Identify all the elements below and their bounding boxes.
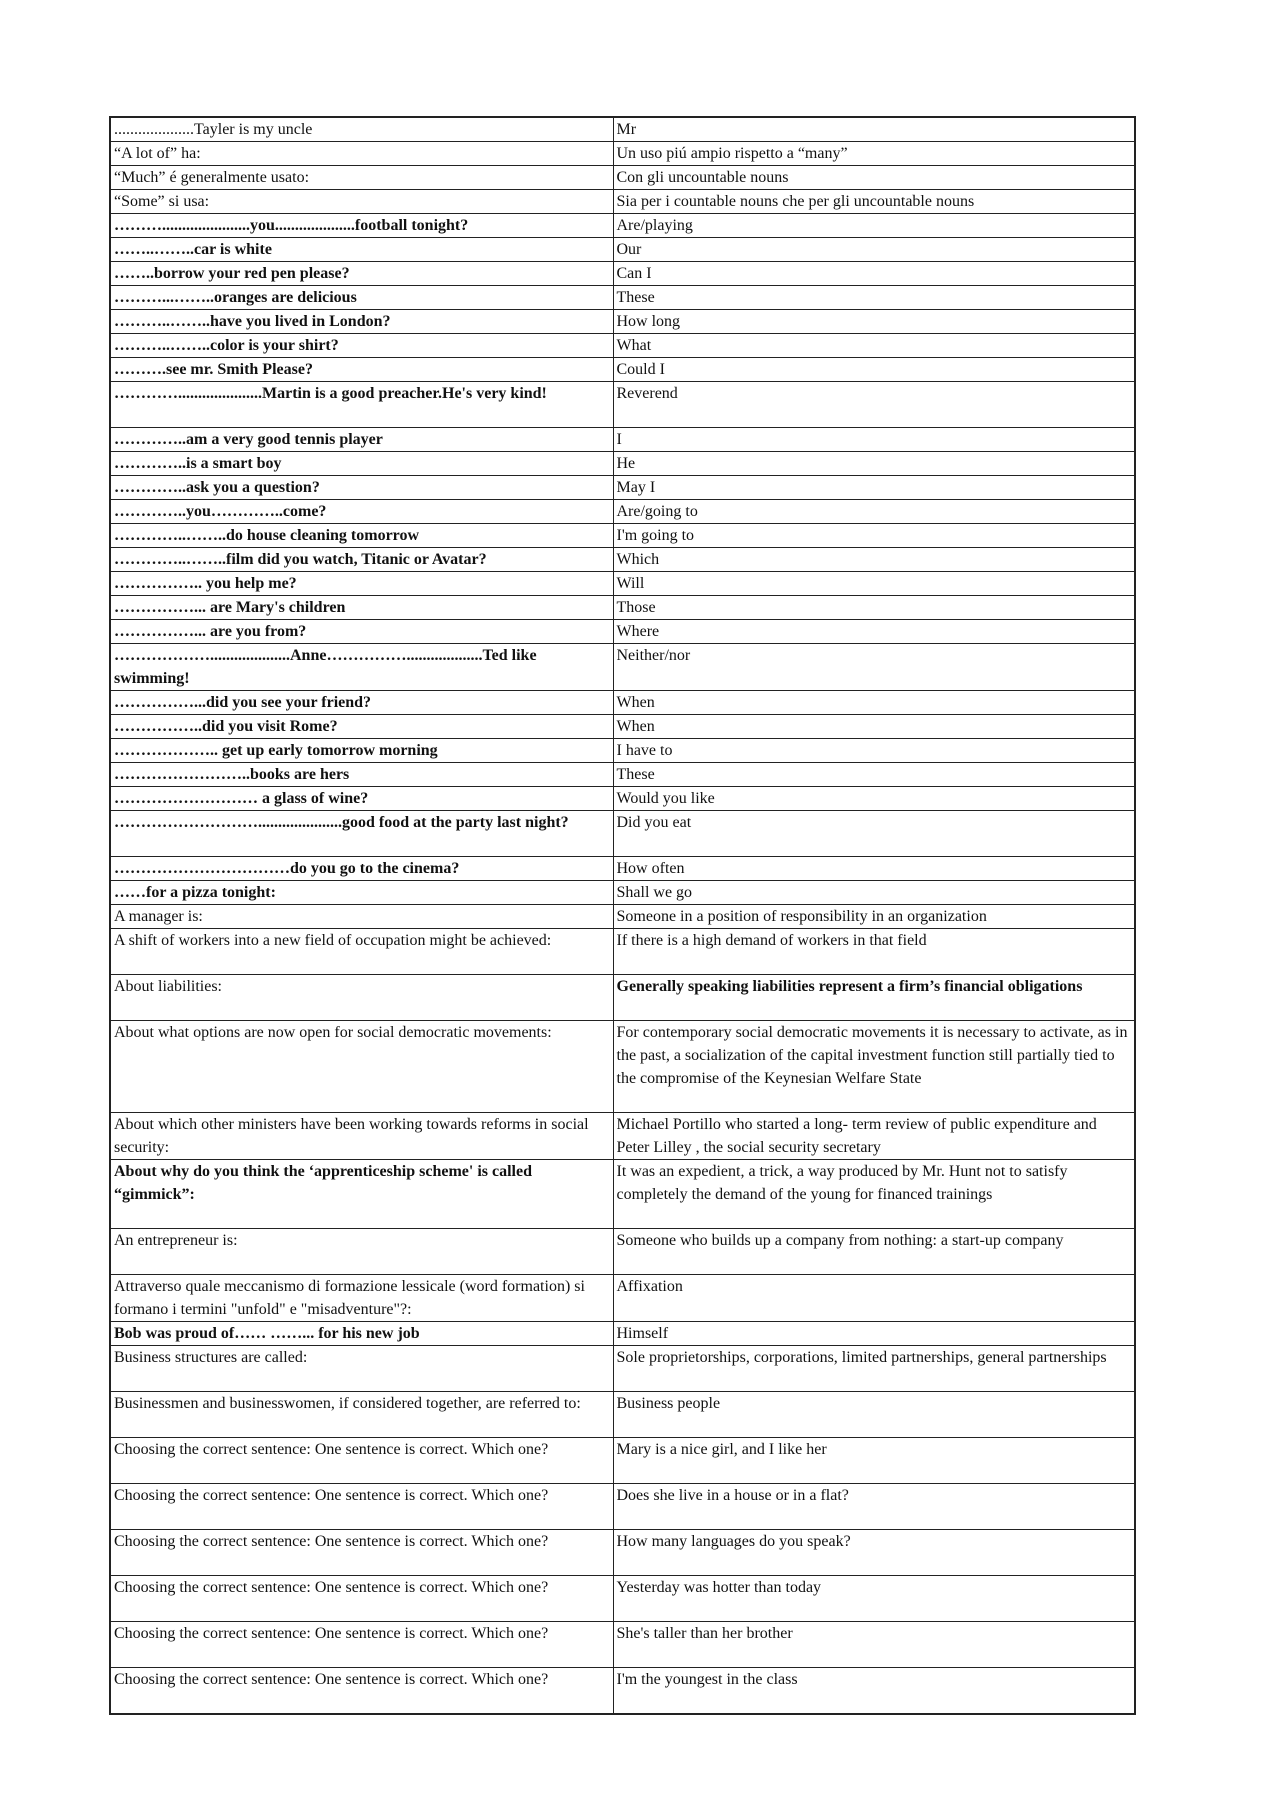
answer-cell: Reverend [613,382,1135,428]
answer-cell: She's taller than her brother [613,1622,1135,1668]
question-cell: ………...……..oranges are delicious [110,286,613,310]
answer-cell: I have to [613,739,1135,763]
table-row [110,428,1135,452]
answer-cell: When [613,691,1135,715]
answer-cell: Mary is a nice girl, and I like her [613,1438,1135,1484]
answer-cell: I'm the youngest in the class [613,1668,1135,1714]
answer-cell: When [613,715,1135,739]
answer-cell: It was an expedient, a trick, a way produced by Mr. Hunt not to satisfy completely the demand of the young for financed trainings [613,1160,1135,1229]
question-cell: “Some” si usa: [110,190,613,214]
answer-cell: Our [613,238,1135,262]
answer-cell: Shall we go [613,881,1135,905]
table-row [110,1275,1135,1322]
answer-cell: Did you eat [613,811,1135,857]
question-cell: “Much” é generalmente usato: [110,166,613,190]
answer-cell: Michael Portillo who started a long- term review of public expenditure and Peter Lilley , the social security secretary [613,1113,1135,1160]
question-cell: ……………………….....................good food at the party last night? [110,811,613,857]
question-cell: ………………....................Anne……………...................Ted like swimming! [110,644,613,691]
table-row [110,596,1135,620]
answer-cell: If there is a high demand of workers in that field [613,929,1135,975]
question-cell: A shift of workers into a new field of occupation might be achieved: [110,929,613,975]
question-cell: ……………... are you from? [110,620,613,644]
answer-cell: How long [613,310,1135,334]
answer-cell: Are/playing [613,214,1135,238]
answer-cell: Which [613,548,1135,572]
question-cell: “A lot of” ha: [110,142,613,166]
answer-cell: How many languages do you speak? [613,1530,1135,1576]
answer-cell: Will [613,572,1135,596]
answer-cell: Sia per i countable nouns che per gli uncountable nouns [613,190,1135,214]
question-cell: ……………...did you see your friend? [110,691,613,715]
question-cell: ……………………………do you go to the cinema? [110,857,613,881]
table-row [110,1160,1135,1229]
answer-cell: I'm going to [613,524,1135,548]
question-cell: …………..……..film did you watch, Titanic or Avatar? [110,548,613,572]
answer-cell: Affixation [613,1275,1135,1322]
question-cell: Businessmen and businesswomen, if considered together, are referred to: [110,1392,613,1438]
table-row [110,286,1135,310]
table-row [110,1346,1135,1392]
answer-cell: For contemporary social democratic movements it is necessary to activate, as in the past, a socialization of the capital investment function still partially tied to the compromise of the Keynesian Welfare State [613,1021,1135,1113]
table-row [110,358,1135,382]
answer-cell: Does she live in a house or in a flat? [613,1484,1135,1530]
qa-table [109,116,1136,1715]
table-row [110,452,1135,476]
answer-cell: Con gli uncountable nouns [613,166,1135,190]
table-row [110,262,1135,286]
question-cell: A manager is: [110,905,613,929]
question-cell: ……………………… a glass of wine? [110,787,613,811]
question-cell: ……..borrow your red pen please? [110,262,613,286]
table-row [110,238,1135,262]
answer-cell: These [613,286,1135,310]
question-cell: Choosing the correct sentence: One sentence is correct. Which one? [110,1576,613,1622]
answer-cell: Someone in a position of responsibility in an organization [613,905,1135,929]
table-row [110,787,1135,811]
question-cell: An entrepreneur is: [110,1229,613,1275]
question-cell: Choosing the correct sentence: One sentence is correct. Which one? [110,1622,613,1668]
table-row [110,1438,1135,1484]
answer-cell: How often [613,857,1135,881]
question-cell: ………......................you....................football tonight? [110,214,613,238]
document-page [109,116,1134,1715]
answer-cell: These [613,763,1135,787]
question-cell: ………..……..have you lived in London? [110,310,613,334]
table-row [110,1530,1135,1576]
question-cell: ………..……..color is your shirt? [110,334,613,358]
table-row [110,1322,1135,1346]
question-cell: ……………..did you visit Rome? [110,715,613,739]
table-row [110,739,1135,763]
answer-cell: Himself [613,1322,1135,1346]
table-row [110,1021,1135,1113]
question-cell: …………..you…………..come? [110,500,613,524]
table-row [110,905,1135,929]
table-row [110,811,1135,857]
question-cell: ……for a pizza tonight: [110,881,613,905]
answer-cell: Yesterday was hotter than today [613,1576,1135,1622]
answer-cell: Can I [613,262,1135,286]
table-row [110,881,1135,905]
question-cell: ………….....................Martin is a good preacher.He's very kind! [110,382,613,428]
question-cell: …………..am a very good tennis player [110,428,613,452]
answer-cell: Neither/nor [613,644,1135,691]
table-row [110,190,1135,214]
question-cell: Attraverso quale meccanismo di formazione lessicale (word formation) si formano i termini "unfold" e "misadventure"?: [110,1275,613,1322]
answer-cell: Could I [613,358,1135,382]
answer-cell: May I [613,476,1135,500]
question-cell: About what options are now open for social democratic movements: [110,1021,613,1113]
answer-cell: Mr [613,117,1135,142]
question-cell: …………..is a smart boy [110,452,613,476]
question-cell: ……..……..car is white [110,238,613,262]
table-row [110,1392,1135,1438]
question-cell: Choosing the correct sentence: One sentence is correct. Which one? [110,1484,613,1530]
answer-cell: He [613,452,1135,476]
table-row [110,524,1135,548]
answer-cell: Those [613,596,1135,620]
question-cell: …………..ask you a question? [110,476,613,500]
question-cell: Bob was proud of…… ……... for his new job [110,1322,613,1346]
answer-cell: I [613,428,1135,452]
table-row [110,1576,1135,1622]
table-row [110,1484,1135,1530]
answer-cell: Are/going to [613,500,1135,524]
question-cell: Choosing the correct sentence: One sentence is correct. Which one? [110,1530,613,1576]
answer-cell: Where [613,620,1135,644]
question-cell: …………….. you help me? [110,572,613,596]
table-row [110,572,1135,596]
table-row [110,644,1135,691]
question-cell: ……………………..books are hers [110,763,613,787]
table-row [110,620,1135,644]
table-row [110,214,1135,238]
question-cell: …………..……..do house cleaning tomorrow [110,524,613,548]
question-cell: ……….see mr. Smith Please? [110,358,613,382]
table-row [110,548,1135,572]
answer-cell: What [613,334,1135,358]
table-row [110,476,1135,500]
table-row [110,1113,1135,1160]
table-row [110,166,1135,190]
table-row [110,929,1135,975]
table-row [110,715,1135,739]
table-row [110,334,1135,358]
qa-table-body [110,117,1135,1714]
answer-cell: Business people [613,1392,1135,1438]
question-cell: Choosing the correct sentence: One sentence is correct. Which one? [110,1668,613,1714]
table-row [110,500,1135,524]
question-cell: About which other ministers have been working towards reforms in social security: [110,1113,613,1160]
table-row [110,117,1135,142]
table-row [110,1622,1135,1668]
answer-cell: Someone who builds up a company from nothing: a start-up company [613,1229,1135,1275]
table-row [110,857,1135,881]
table-row [110,310,1135,334]
question-cell: Business structures are called: [110,1346,613,1392]
question-cell: ……………….. get up early tomorrow morning [110,739,613,763]
table-row [110,975,1135,1021]
answer-cell: Sole proprietorships, corporations, limited partnerships, general partnerships [613,1346,1135,1392]
question-cell: ....................Tayler is my uncle [110,117,613,142]
answer-cell: Would you like [613,787,1135,811]
table-row [110,691,1135,715]
table-row [110,142,1135,166]
table-row [110,763,1135,787]
table-row [110,1668,1135,1714]
question-cell: Choosing the correct sentence: One sentence is correct. Which one? [110,1438,613,1484]
table-row [110,1229,1135,1275]
table-row [110,382,1135,428]
question-cell: ……………... are Mary's children [110,596,613,620]
answer-cell: Generally speaking liabilities represent a firm’s financial obligations [613,975,1135,1021]
question-cell: About liabilities: [110,975,613,1021]
question-cell: About why do you think the ‘apprenticeship scheme' is called “gimmick”: [110,1160,613,1229]
answer-cell: Un uso piú ampio rispetto a “many” [613,142,1135,166]
